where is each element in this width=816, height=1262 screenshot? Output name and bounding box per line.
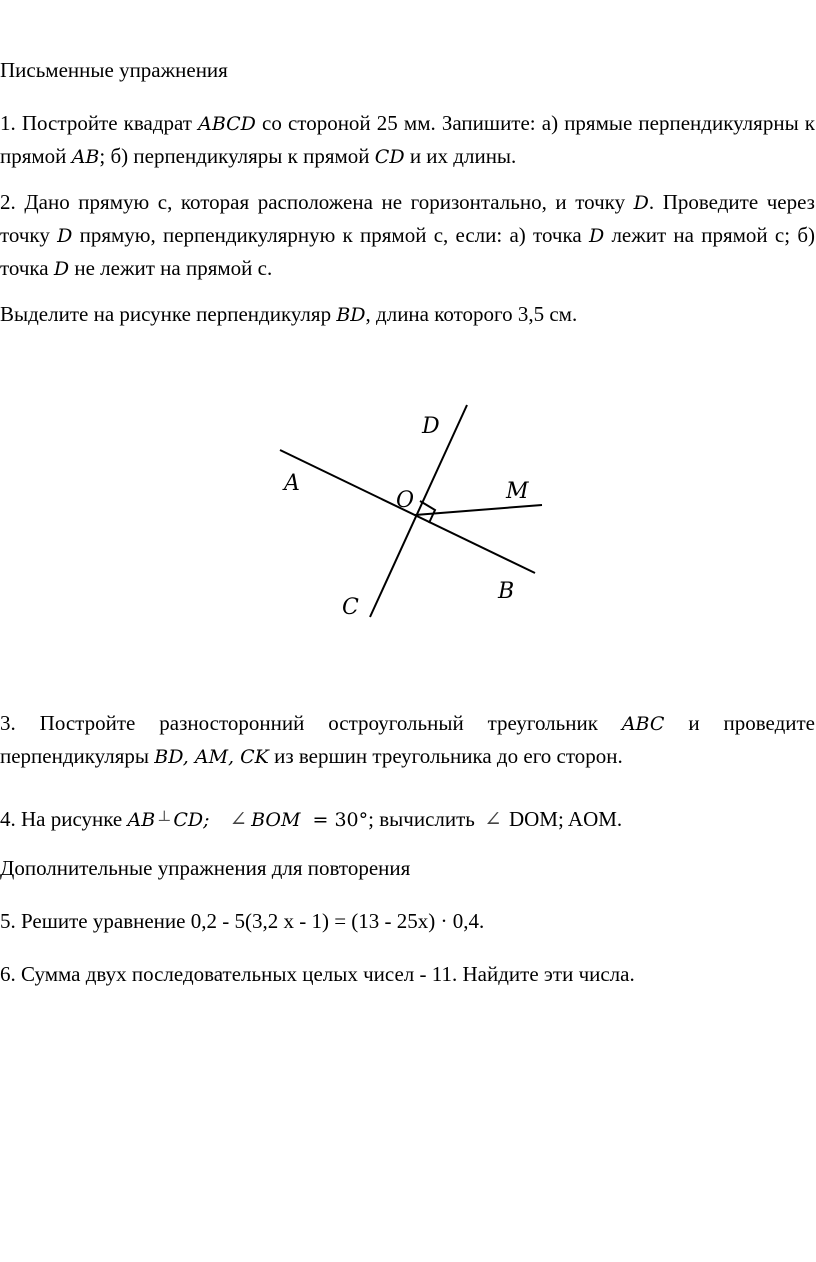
exercise-5: 5. Решите уравнение 0,2 - 5(3,2 x - 1) = (13 - 25x) · 0,4. xyxy=(0,909,485,933)
math-cd: CD; xyxy=(173,809,210,831)
line-cd xyxy=(370,405,467,617)
exercise-2-text: не лежит на прямой с. xyxy=(69,256,273,280)
exercise-1-text: со стороной 25 мм. Запишите: а) прямые перпендикулярны к прямой xyxy=(0,111,815,168)
label-c: C xyxy=(342,595,359,620)
exercise-4-text: ; вычислить xyxy=(368,807,481,831)
exercise-2-text: прямую, перпендикулярную к прямой с, если: а) точка xyxy=(72,223,589,247)
highlight-task xyxy=(0,298,815,331)
label-m: M xyxy=(506,479,529,504)
exercise-3-text: и проведите перпендикуляры xyxy=(0,711,815,768)
exercise-3-text: 3. Постройте разносторонний остроугольный треугольник xyxy=(0,711,622,735)
math-d: D xyxy=(53,258,70,280)
exercise-2 xyxy=(0,186,815,285)
exercise-2-text: 2. Дано прямую с, которая расположена не горизонтально, и точку xyxy=(0,190,634,214)
heading-written-exercises: Письменные упражнения xyxy=(0,58,228,82)
label-d: D xyxy=(422,414,440,439)
exercise-3 xyxy=(0,707,815,773)
exercise-1-text: ; б) перпендикуляры к прямой xyxy=(99,144,375,168)
exercise-3-text: из вершин треугольника до его сторон. xyxy=(268,744,623,768)
highlight-task-text: Выделите на рисунке перпендикуляр xyxy=(0,302,337,326)
perpendicular-symbol: ⊥ xyxy=(157,809,172,825)
math-abc: ABC xyxy=(621,713,665,735)
math-bom: BOM xyxy=(251,809,301,831)
math-equals-30: = 30° xyxy=(306,809,369,831)
angle-symbol: ∠ xyxy=(229,807,248,831)
exercise-4 xyxy=(0,801,815,836)
highlight-task-text: , длина которого 3,5 см. xyxy=(365,302,578,326)
math-d: D xyxy=(633,192,649,214)
label-b: B xyxy=(498,579,515,604)
exercise-4-text: 4. На рисунке xyxy=(0,807,128,831)
exercise-1-text: и их длины. xyxy=(404,144,517,168)
angle-symbol: ∠ xyxy=(484,807,502,831)
exercise-1-text: 1. Постройте квадрат xyxy=(0,111,199,135)
math-ab: AB xyxy=(127,809,156,831)
math-cd: CD xyxy=(374,146,405,168)
math-d: D xyxy=(57,225,73,247)
exercise-2-text: лежит на прямой с; б) точка xyxy=(0,223,816,280)
exercise-1 xyxy=(0,107,815,173)
exercise-2-text: . Проведите через точку xyxy=(0,190,815,247)
math-ab: AB xyxy=(71,146,100,168)
label-o: O xyxy=(396,488,415,513)
perpendicular-lines-figure xyxy=(270,395,560,635)
math-abcd: ABCD xyxy=(198,113,256,135)
exercise-4-text: DOM; AOM. xyxy=(503,807,623,831)
exercise-6: 6. Сумма двух последовательных целых чисел - 11. Найдите эти числа. xyxy=(0,962,635,986)
math-bd: BD xyxy=(336,304,366,326)
math-bd-am-ck: BD, AM, CK xyxy=(154,746,269,768)
label-a: A xyxy=(284,471,300,496)
math-d: D xyxy=(588,225,605,247)
heading-extra-exercises: Дополнительные упражнения для повторения xyxy=(0,856,411,880)
